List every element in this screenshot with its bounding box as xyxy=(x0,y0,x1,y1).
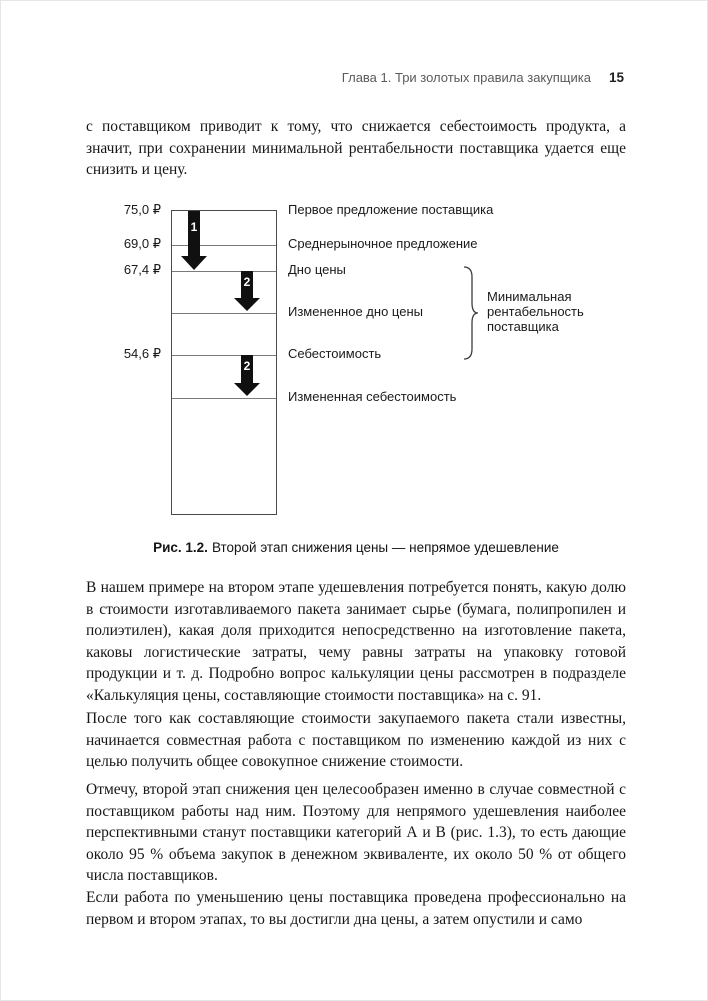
page-number: 15 xyxy=(608,70,624,85)
brace-icon xyxy=(463,266,479,360)
running-header xyxy=(342,70,624,85)
price-label-75: 75,0 ₽ xyxy=(123,202,161,217)
figure-1-2 xyxy=(1,196,708,531)
label-new-cost: Измененная себестоимость xyxy=(288,389,457,404)
label-first-offer: Первое предложение поставщика xyxy=(288,202,494,217)
figure-caption xyxy=(86,540,626,555)
level-line-new-cost xyxy=(172,398,276,399)
paragraph-3: Отмечу, второй этап снижения цен целесообразен именно в случае совместной с поставщиком работы над ним. Поэтому для непрямого удешевления наиболее перспективными станут поставщики категорий А и В (рис. 1.3), то есть дающие около 95 % объема закупок в денежном эквиваленте, их около 50 % от общего числа поставщиков. xyxy=(86,781,626,884)
label-cost: Себестоимость xyxy=(288,346,382,361)
label-new-price-bottom: Измененное дно цены xyxy=(288,304,423,319)
brace-label: Минимальная рентабельность поставщика xyxy=(487,289,584,334)
figure-caption-number: Рис. 1.2. xyxy=(153,540,208,555)
level-line-cost xyxy=(172,355,276,356)
level-line-new-price-bottom xyxy=(172,313,276,314)
figure-caption-text: Второй этап снижения цены — непрямое удешевление xyxy=(211,540,559,555)
arrow-2a-number: 2 xyxy=(243,275,251,289)
arrow-2b-number: 2 xyxy=(243,359,251,373)
price-label-69: 69,0 ₽ xyxy=(123,236,161,251)
arrow-2b-head-icon xyxy=(234,383,260,396)
price-label-54: 54,6 ₽ xyxy=(123,346,161,361)
paragraph-intro: с поставщиком приводит к тому, что снижается себестоимость продукта, а значит, при сохранении минимальной рентабельности поставщика удается еще снизить и цену. xyxy=(86,118,626,178)
price-label-67: 67,4 ₽ xyxy=(123,262,161,277)
label-price-bottom: Дно цены xyxy=(288,262,346,277)
arrow-1-number: 1 xyxy=(190,220,198,234)
arrow-1-shaft xyxy=(188,211,200,257)
label-market-offer: Среднерыночное предложение xyxy=(288,236,478,251)
paragraph-2: После того как составляющие стоимости закупаемого пакета стали известны, начинается совместная работа с поставщиком по изменению каждой из них с целью получить общее совокупное снижение стоимости. xyxy=(86,710,626,770)
chapter-title: Глава 1. Три золотых правила закупщика xyxy=(341,70,591,85)
paragraph-4: Если работа по уменьшению цены поставщика проведена профессионально на первом и втором этапах, то вы достигли дна цены, а затем опустили и само xyxy=(86,889,626,928)
level-line-price-bottom xyxy=(172,271,276,272)
arrow-1-head-icon xyxy=(181,256,207,270)
paragraph-1: В нашем примере на втором этапе удешевления потребуется понять, какую долю в стоимости изготавливаемого пакета занимает сырье (бумага, полипропилен и полиэтилен), какая доля приходится непосредственно на изготовление пакета, каковы логистические затраты, чему равны затраты на упаковку готовой продукции и т. д. Подробно вопрос калькуляции цены рассмотрен в подразделе «Калькуляция цены, составляющие стоимости поставщика» на с. 91. xyxy=(86,579,626,704)
arrow-2a-head-icon xyxy=(234,298,260,311)
